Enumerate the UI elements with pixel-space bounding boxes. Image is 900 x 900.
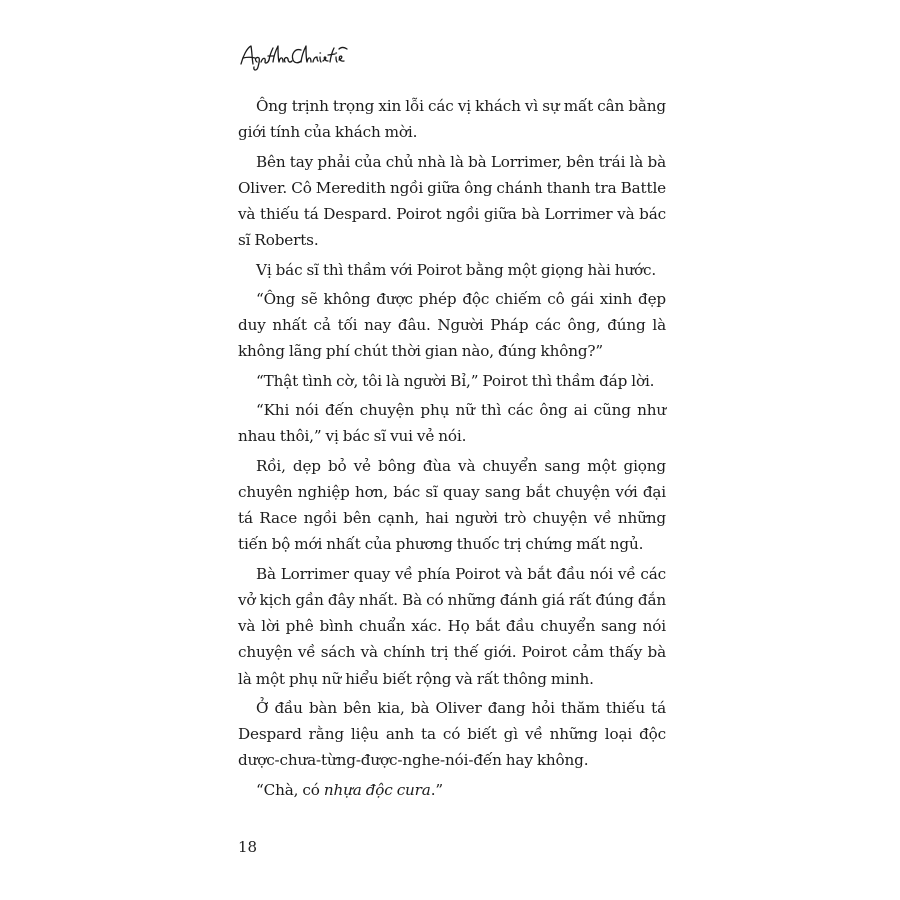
- paragraph: “Ông sẽ không được phép độc chiếm cô gái xinh đẹp duy nhất cả tối nay đâu. Người Pháp các ông, đúng là không lãng phí chút thời gian nào, đúng không?”: [238, 289, 666, 361]
- paragraph-last: [238, 777, 666, 803]
- paragraph: “Thật tình cờ, tôi là người Bỉ,” Poirot thì thầm đáp lời.: [256, 371, 655, 390]
- paragraph-text-after: .”: [430, 780, 443, 799]
- paragraph: “Khi nói đến chuyện phụ nữ thì các ông ai cũng như nhau thôi,” vị bác sĩ vui vẻ nói.: [238, 401, 666, 446]
- author-signature: [237, 40, 367, 74]
- body-text: [238, 93, 666, 806]
- author-signature-logo: [237, 40, 367, 74]
- italic-term: nhựa độc cura: [323, 780, 431, 799]
- paragraph: Ông trịnh trọng xin lỗi các vị khách vì sự mất cân bằng giới tính của khách mời.: [238, 97, 666, 142]
- paragraph: Ở đầu bàn bên kia, bà Oliver đang hỏi thăm thiếu tá Despard rằng liệu anh ta có biết gì về những loại độc dược-chưa-từng-được-nghe-nói-đến hay không.: [238, 698, 666, 770]
- paragraph-text-before: “Chà, có: [256, 780, 324, 799]
- paragraph: Bà Lorrimer quay về phía Poirot và bắt đầu nói về các vở kịch gần đây nhất. Bà có những đánh giá rất đúng đắn và lời phê bình chuẩn xác. Họ bắt đầu chuyển sang nói chuyện về sách và chính trị thế giới. Poirot cảm thấy bà là một phụ nữ hiểu biết rộng và rất thông minh.: [238, 564, 666, 688]
- paragraph: Rồi, dẹp bỏ vẻ bông đùa và chuyển sang một giọng chuyên nghiệp hơn, bác sĩ quay sang bắt chuyện với đại tá Race ngồi bên cạnh, hai người trò chuyện về những tiến bộ mới nhất của phương thuốc trị chứng mất ngủ.: [238, 456, 666, 554]
- paragraph: Bên tay phải của chủ nhà là bà Lorrimer, bên trái là bà Oliver. Cô Meredith ngồi giữa ông chánh thanh tra Battle và thiếu tá Despard. Poirot ngồi giữa bà Lorrimer và bác sĩ Roberts.: [238, 152, 666, 250]
- paragraph: Vị bác sĩ thì thầm với Poirot bằng một giọng hài hước.: [256, 260, 657, 279]
- page-number: 18: [238, 838, 258, 856]
